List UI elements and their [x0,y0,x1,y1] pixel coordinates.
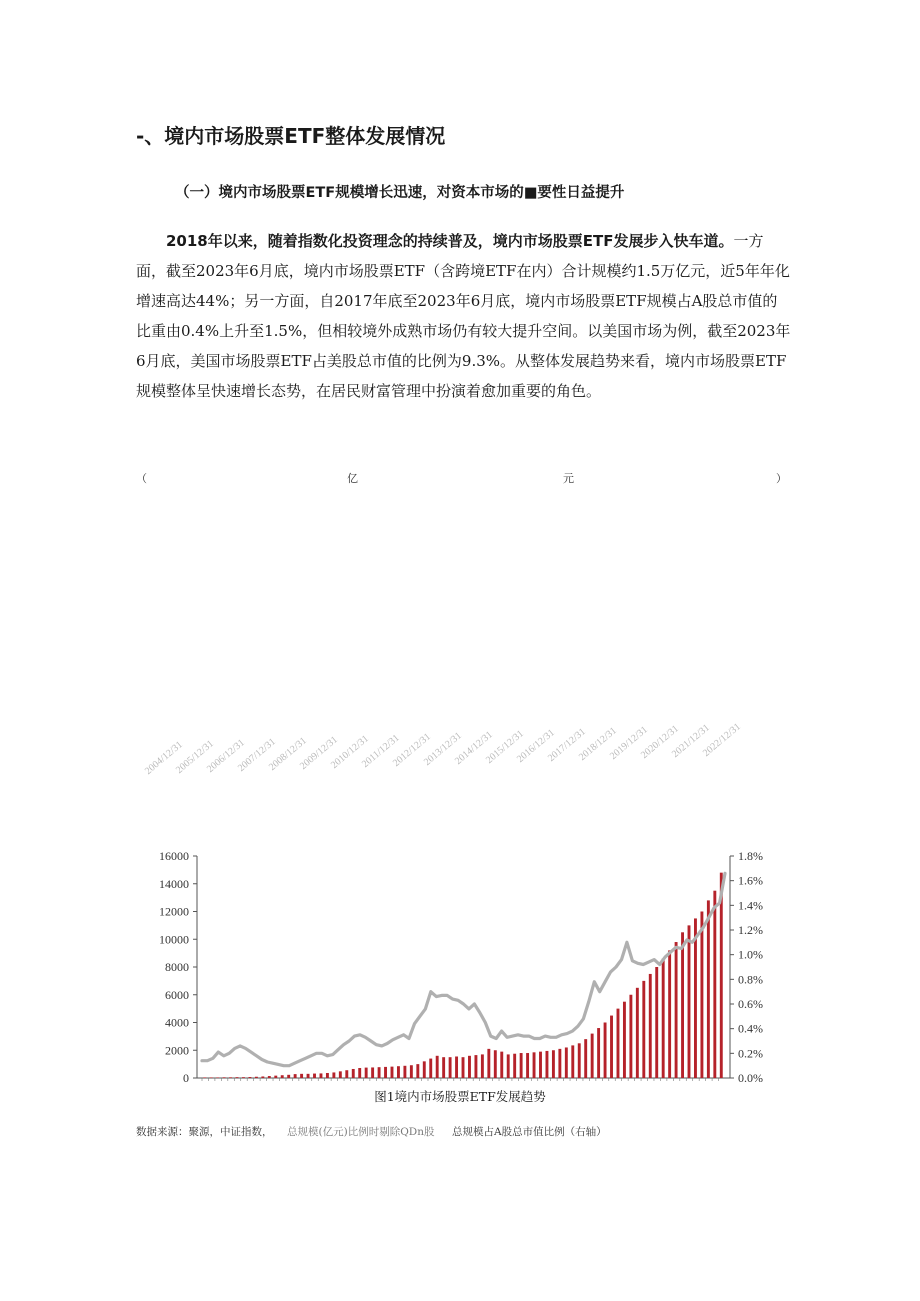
bar [552,1050,555,1078]
bar [403,1066,406,1078]
x-tick-label: 2009/12/31 [297,734,340,772]
bar [649,974,652,1078]
bar [513,1054,516,1078]
right-tick-label: 1.4% [738,898,763,913]
bar [391,1067,394,1078]
bar [584,1039,587,1078]
bar [655,967,658,1078]
bar [223,1077,226,1078]
bar [358,1068,361,1078]
bar [242,1077,245,1078]
left-tick-label: 16000 [159,849,189,863]
bar [533,1052,536,1078]
bar [597,1028,600,1078]
bar [507,1054,510,1078]
unit-char-1: 亿 [347,472,358,485]
legend-scale-bar: 总规模占A股总市值比例（右轴） [452,1126,607,1138]
bar [274,1076,277,1078]
right-tick-label: 1.2% [738,923,763,937]
left-tick-label: 2000 [165,1043,189,1058]
right-tick-label: 1.8% [738,849,763,863]
bar [591,1034,594,1078]
x-tick-label: 2020/12/31 [638,723,681,761]
bar [474,1055,477,1078]
bar [236,1077,239,1078]
bar [642,981,645,1078]
bar [416,1064,419,1078]
bar [610,1016,613,1078]
left-tick-label: 4000 [165,1015,189,1030]
bar [636,988,639,1078]
bar [429,1059,432,1078]
x-tick-label: 2016/12/31 [514,727,557,765]
left-tick-label: 14000 [159,876,189,891]
section-heading: -、境内市场股票ETF整体发展情况 [136,124,446,148]
right-tick-label: 0.8% [738,972,763,987]
bar [662,959,665,1078]
right-tick-label: 0.0% [738,1071,763,1085]
x-tick-label: 2018/12/31 [576,725,619,763]
x-tick-label: 2007/12/31 [235,736,278,774]
bar [255,1077,258,1078]
x-tick-label: 2010/12/31 [328,733,371,771]
x-tick-label: 2017/12/31 [545,726,588,764]
bar [229,1077,232,1078]
bar [455,1056,458,1078]
bar [300,1074,303,1078]
bar [261,1076,264,1078]
ratio-line [202,873,725,1065]
bar [320,1073,323,1078]
bar [307,1074,310,1078]
x-tick-label: 2015/12/31 [483,728,526,766]
x-tick-label: 2013/12/31 [421,730,464,768]
bar [287,1075,290,1078]
right-tick-label: 1.6% [738,873,763,888]
bar [494,1050,497,1078]
bar [558,1049,561,1078]
etf-trend-chart [120,840,800,1085]
bar [617,1009,620,1078]
x-tick-label: 2011/12/31 [359,732,402,770]
bar [520,1053,523,1078]
bar [546,1051,549,1078]
x-tick-label: 2012/12/31 [390,731,433,769]
left-tick-label: 0 [183,1071,189,1085]
paragraph-lead: 2018年以来，随着指数化投资理念的持续普及，境内市场股票ETF发展步入快车道。 [166,232,734,250]
right-tick-label: 1.0% [738,947,763,962]
bar [623,1002,626,1078]
bar [216,1077,219,1078]
left-tick-label: 12000 [159,904,189,919]
x-tick-label: 2022/12/31 [700,721,743,759]
bar [539,1052,542,1078]
x-tick-label: 2006/12/31 [204,737,247,775]
left-tick-label: 6000 [165,987,189,1002]
bar [423,1061,426,1078]
data-source: 数据来源：聚源，中证指数， [136,1126,273,1138]
bar [629,995,632,1078]
body-paragraph [136,226,792,406]
x-tick-label: 2019/12/31 [607,724,650,762]
bar [339,1071,342,1078]
figure-caption: 图1境内市场股票ETF发展趋势 [374,1089,546,1104]
bar [449,1057,452,1078]
bar [565,1047,568,1078]
bar [203,1077,206,1078]
bar [500,1052,503,1078]
x-tick-label: 2014/12/31 [452,729,495,767]
bar [700,912,703,1079]
bar [410,1065,413,1078]
right-tick-label: 0.4% [738,1021,763,1036]
bar [688,925,691,1078]
left-tick-label: 10000 [159,932,189,947]
unit-char-2: 元 [563,472,574,485]
bar [352,1069,355,1078]
bar [313,1074,316,1078]
bar [332,1072,335,1078]
bar [365,1068,368,1078]
bar [468,1056,471,1078]
bar [604,1023,607,1079]
right-tick-label: 0.6% [738,997,763,1011]
bar [436,1056,439,1078]
bar [571,1045,574,1078]
bar [487,1049,490,1078]
x-tick-label: 2004/12/31 [142,739,185,777]
bar [707,900,710,1078]
bar [248,1077,251,1078]
bar [578,1043,581,1078]
x-tick-label: 2021/12/31 [669,722,712,760]
x-tick-label: 2005/12/31 [173,738,216,776]
bar [384,1067,387,1078]
bar [294,1074,297,1078]
bar [371,1067,374,1078]
bar [345,1070,348,1078]
bar [713,891,716,1078]
unit-open: （ [136,472,147,485]
bar [694,918,697,1078]
bar [397,1066,400,1078]
paragraph-body: 一方面，截至2023年6月底，境内市场股票ETF（含跨境ETF在内）合计规模约1.5万亿元，近5年年化增速高达44%；另一方面，自2017年底至2023年6月底，境内市场股票ETF规模占A股总市值的比重由0.4%上升至1.5%，但相较境外成熟市场仍有较大提升空间。以美国市场为例，截至2023年6月底，美国市场股票ETF占美股总市值的比例为9.3%。从整体发展趋势来看，境内市场股票ETF规模整体呈快速增长态势，在居民财富管理中扮演着愈加重要的角色。 [136,232,791,400]
unit-close: ） [776,472,787,485]
x-tick-label: 2008/12/31 [266,735,309,773]
bar [675,942,678,1078]
bar [442,1057,445,1078]
bar [526,1053,529,1078]
bar [268,1076,271,1078]
bar [668,950,671,1078]
bar [462,1057,465,1078]
right-tick-label: 0.2% [738,1046,763,1061]
subsection-heading: （一）境内市场股票ETF规模增长迅速，对资本市场的■要性日益提升 [175,185,625,201]
bar [481,1054,484,1078]
legend-ratio-line: 总规模(亿元)比例时剔除QDn股 [287,1126,435,1138]
bar [681,932,684,1078]
bar [210,1077,213,1078]
bar [378,1067,381,1078]
bar [281,1075,284,1078]
left-tick-label: 8000 [165,960,189,974]
bar [326,1073,329,1078]
